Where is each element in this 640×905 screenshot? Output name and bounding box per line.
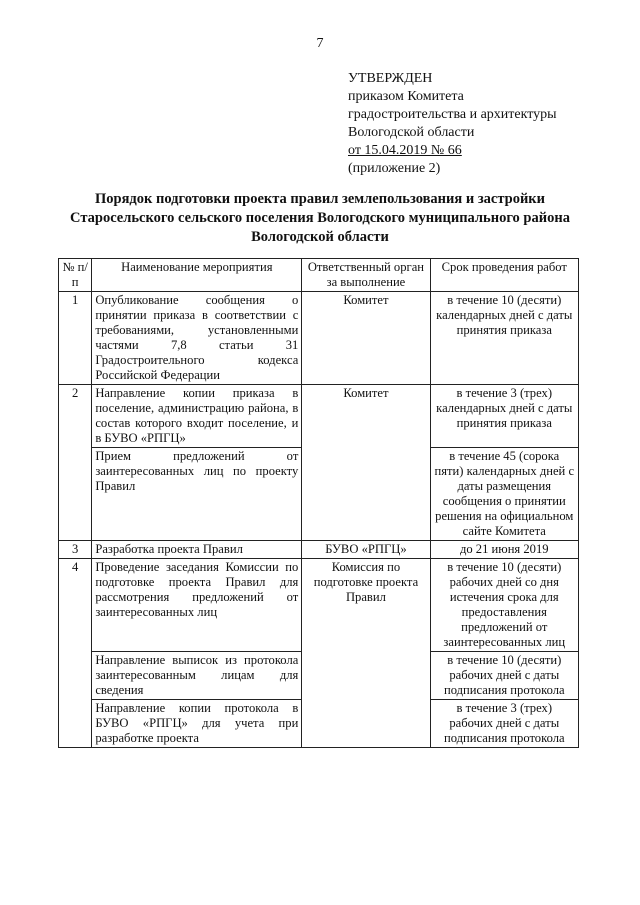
approval-appendix: (приложение 2) [348, 161, 441, 176]
document-title-line-1: Порядок подготовки проекта правил землепользования и застройки [94, 191, 546, 207]
row-responsible: Комитет [302, 385, 430, 541]
row-deadline: в течение 3 (трех) рабочих дней с даты подписания протокола [430, 700, 578, 748]
row-deadline: в течение 10 (десяти) календарных дней с даты принятия приказа [430, 292, 578, 385]
row-responsible: БУВО «РПГЦ» [302, 541, 430, 559]
row-activity: Проведение заседания Комиссии по подготовке проекта Правил для рассмотрения предложений от заинтересованных лиц [92, 559, 302, 652]
header-activity: Наименование мероприятия [92, 259, 302, 292]
row-number: 2 [59, 385, 92, 541]
header-responsible: Ответственный орган за выполнение [302, 259, 430, 292]
row-activity: Направление выписок из протокола заинтересованным лицам для сведения [92, 652, 302, 700]
row-activity: Прием предложений от заинтересованных лиц по проекту Правил [92, 448, 302, 541]
row-deadline: в течение 10 (десяти) рабочих дней с даты подписания протокола [430, 652, 578, 700]
row-number: 1 [59, 292, 92, 385]
approval-line-region: Вологодской области [348, 125, 475, 140]
table-row [59, 292, 579, 385]
row-number: 3 [59, 541, 92, 559]
procedure-table [58, 258, 579, 748]
table-row [59, 385, 579, 448]
row-number: 4 [59, 559, 92, 748]
page-number: 7 [316, 36, 324, 51]
table-header-row [59, 259, 579, 292]
document-title-line-2: Старосельского сельского поселения Вологодского муниципального района [70, 210, 570, 226]
header-number: № п/п [59, 259, 92, 292]
table-row [59, 559, 579, 652]
table-row [59, 541, 579, 559]
row-activity: Разработка проекта Правил [92, 541, 302, 559]
row-responsible: Комитет [302, 292, 430, 385]
approval-line-order: приказом Комитета [348, 89, 464, 104]
row-deadline: в течение 3 (трех) календарных дней с даты принятия приказа [430, 385, 578, 448]
row-activity: Опубликование сообщения о принятии приказа в соответствии с требованиями, установленными частями 7,8 статьи 31 Градостроительного кодекса Российской Федерации [92, 292, 302, 385]
row-activity: Направление копии протокола в БУВО «РПГЦ» для учета при разработке проекта [92, 700, 302, 748]
document-title-line-3: Вологодской области [251, 229, 389, 245]
approval-line-committee: градостроительства и архитектуры [348, 107, 557, 122]
row-deadline: в течение 45 (сорока пяти) календарных дней с даты размещения сообщения о принятии решения на официальном сайте Комитета [430, 448, 578, 541]
row-activity: Направление копии приказа в поселение, администрацию района, в состав которого входит поселение, и в БУВО «РПГЦ» [92, 385, 302, 448]
row-responsible: Комиссия по подготовке проекта Правил [302, 559, 430, 748]
header-deadline: Срок проведения работ [430, 259, 578, 292]
document-title [30, 190, 610, 247]
approval-line-approved: УТВЕРЖДЕН [348, 71, 433, 86]
row-deadline: до 21 июня 2019 [430, 541, 578, 559]
approval-stamp [348, 70, 557, 178]
approval-date: от 15.04.2019 № 66 [348, 143, 462, 158]
row-deadline: в течение 10 (десяти) рабочих дней со дня истечения срока для предоставления предложений от заинтересованных лиц [430, 559, 578, 652]
